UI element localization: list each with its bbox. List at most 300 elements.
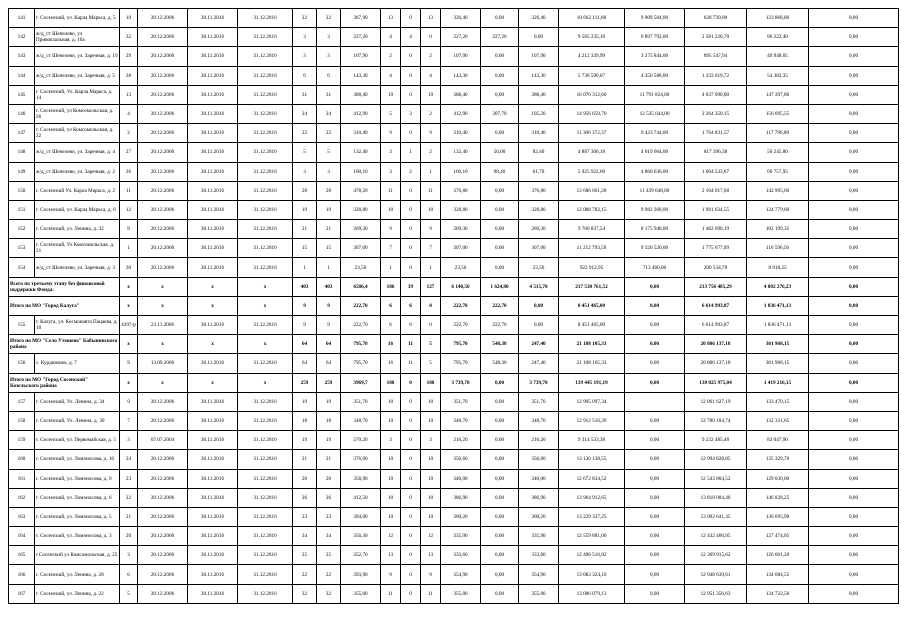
table-cell: 326,40 bbox=[519, 9, 559, 28]
table-cell: 1 775 677,09 bbox=[685, 239, 747, 258]
table-cell: 107,90 bbox=[341, 47, 381, 66]
table-cell: 20 bbox=[317, 469, 341, 488]
table-cell: 30.11.2016 bbox=[188, 28, 238, 47]
table-cell: 9 bbox=[381, 220, 401, 239]
table-cell: 143,30 bbox=[341, 66, 381, 85]
table-cell: 9 565 235,10 bbox=[559, 28, 625, 47]
table-row bbox=[9, 354, 899, 373]
row-number: 148 bbox=[9, 143, 35, 162]
table-cell: 0 bbox=[401, 181, 421, 200]
table-cell: 9 bbox=[421, 124, 441, 143]
table-cell: 10 bbox=[421, 450, 441, 469]
table-cell: 30.11.2016 bbox=[188, 9, 238, 28]
table-cell: 0,00 bbox=[809, 239, 899, 258]
table-cell: 31.12.2016 bbox=[238, 181, 293, 200]
table-cell: 20 806 137,18 bbox=[685, 354, 747, 373]
table-cell: 795,70 bbox=[441, 335, 481, 354]
table-cell: 13 092 641,35 bbox=[685, 507, 747, 526]
table-cell: 2 264 350,15 bbox=[685, 104, 747, 123]
table-cell: 30.11.2016 bbox=[188, 565, 238, 584]
table-cell: 0,00 bbox=[481, 373, 519, 392]
table-cell: 11 bbox=[401, 354, 421, 373]
table-cell: 13.09.2006 bbox=[138, 354, 188, 373]
table-cell: 310,40 bbox=[441, 124, 481, 143]
table-cell: 348,70 bbox=[519, 411, 559, 430]
table-cell: 0,00 bbox=[809, 85, 899, 104]
table-cell: 3 bbox=[317, 162, 341, 181]
table-cell: 0 bbox=[401, 220, 421, 239]
table-cell: 2 bbox=[421, 104, 441, 123]
table-cell: 10 bbox=[421, 469, 441, 488]
row-number: 155 bbox=[9, 316, 35, 335]
subtotal-row bbox=[9, 296, 899, 315]
table-cell: 412,50 bbox=[341, 488, 381, 507]
table-cell: 0,00 bbox=[481, 124, 519, 143]
table-cell: 10 662 111,80 bbox=[559, 9, 625, 28]
table-cell: 0 bbox=[401, 200, 421, 219]
table-cell: 2 bbox=[120, 124, 138, 143]
table-cell: 0,00 bbox=[809, 258, 899, 277]
table-cell: 3 bbox=[401, 104, 421, 123]
address-cell: г. Сосенский, ул. Ломоносова, д. 9 bbox=[35, 469, 120, 488]
table-cell: 19 bbox=[293, 200, 317, 219]
address-cell: г. Сосенский, ул. Ленина, д. 22 bbox=[35, 584, 120, 603]
table-cell: x bbox=[238, 296, 293, 315]
table-cell: 0,00 bbox=[481, 239, 519, 258]
table-cell: 31.12.2016 bbox=[238, 47, 293, 66]
table-cell: 12 535 644,00 bbox=[625, 104, 685, 123]
table-cell: 6 897 792,00 bbox=[625, 28, 685, 47]
address-cell: ж/д_ст Шепелево, ул. Заречная, д. 5 bbox=[35, 66, 120, 85]
table-cell: 30.11.2016 bbox=[188, 104, 238, 123]
table-cell: 31.12.2016 bbox=[238, 28, 293, 47]
table-cell: 8 bbox=[120, 220, 138, 239]
table-cell: 356,30 bbox=[341, 527, 381, 546]
table-cell: 32 bbox=[317, 584, 341, 603]
table-cell: 1 bbox=[120, 239, 138, 258]
table-cell: 10 bbox=[381, 507, 401, 526]
table-cell: 50 245,80 bbox=[747, 143, 809, 162]
table-cell: 10 bbox=[421, 200, 441, 219]
row-number: 154 bbox=[9, 258, 35, 277]
table-cell: 19 bbox=[293, 392, 317, 411]
table-cell: 11 bbox=[421, 181, 441, 200]
table-cell: 127 bbox=[421, 277, 441, 296]
table-row bbox=[9, 9, 899, 28]
table-row bbox=[9, 143, 899, 162]
table-cell: 12 496 516,82 bbox=[559, 546, 625, 565]
table-cell: 222,70 bbox=[481, 316, 519, 335]
table-cell: 20.12.2006 bbox=[138, 469, 188, 488]
table-cell: 222,70 bbox=[441, 296, 481, 315]
table-cell: 0,00 bbox=[625, 335, 685, 354]
table-cell: 1 981 634,55 bbox=[685, 200, 747, 219]
table-cell: 21 bbox=[120, 507, 138, 526]
table-cell: 146 828,25 bbox=[747, 488, 809, 507]
table-cell: 0 bbox=[401, 546, 421, 565]
table-cell: x bbox=[120, 373, 138, 392]
table-cell: 20.12.2006 bbox=[138, 66, 188, 85]
table-cell: 328,80 bbox=[519, 200, 559, 219]
table-cell: 129 030,00 bbox=[747, 469, 809, 488]
table-cell: 31.12.2016 bbox=[238, 584, 293, 603]
table-row bbox=[9, 162, 899, 181]
table-cell: 23.11.2006 bbox=[138, 316, 188, 335]
table-cell: 31 bbox=[317, 85, 341, 104]
table-cell: 1 836 471,13 bbox=[747, 296, 809, 315]
subtotal-row bbox=[9, 373, 899, 392]
table-cell: 0,00 bbox=[481, 431, 519, 450]
subtotal-label: Итого по МО "Село Утешево" Бабынинского района bbox=[9, 335, 120, 354]
table-cell: 30.11.2016 bbox=[188, 124, 238, 143]
table-cell: 0,00 bbox=[809, 316, 899, 335]
table-cell: 1 bbox=[381, 258, 401, 277]
table-cell: 19 bbox=[317, 431, 341, 450]
table-cell: x bbox=[120, 296, 138, 315]
table-cell: 22 bbox=[293, 124, 317, 143]
table-cell: 328,80 bbox=[341, 200, 381, 219]
table-cell: 12 994 828,85 bbox=[685, 450, 747, 469]
table-cell: 1 bbox=[317, 258, 341, 277]
table-cell: 134 722,50 bbox=[747, 584, 809, 603]
table-cell: x bbox=[188, 296, 238, 315]
table-cell: x bbox=[238, 373, 293, 392]
table-cell: 16 bbox=[381, 335, 401, 354]
table-cell: 9 bbox=[421, 220, 441, 239]
address-cell: г. Сосенский, ул. Карла Маркса, д. 6 bbox=[35, 200, 120, 219]
table-cell: 4 bbox=[381, 66, 401, 85]
table-cell: 30.11.2016 bbox=[188, 392, 238, 411]
table-cell: 24 bbox=[317, 104, 341, 123]
table-cell: 0,00 bbox=[481, 507, 519, 526]
table-cell: 34 bbox=[293, 527, 317, 546]
table-cell: 10 bbox=[381, 469, 401, 488]
table-cell: 227,20 bbox=[481, 28, 519, 47]
subtotal-row bbox=[9, 335, 899, 354]
table-cell: 12 088 782,15 bbox=[559, 200, 625, 219]
table-cell: 23,50 bbox=[441, 258, 481, 277]
table-cell: 548,30 bbox=[481, 335, 519, 354]
table-cell: 10 bbox=[381, 411, 401, 430]
table-cell: 123 868,80 bbox=[747, 9, 809, 28]
table-cell: 20.12.2006 bbox=[138, 47, 188, 66]
table-cell: 4 860 636,00 bbox=[625, 162, 685, 181]
table-cell: 156 695,55 bbox=[747, 104, 809, 123]
table-cell: 23,50 bbox=[341, 258, 381, 277]
table-cell: 12 bbox=[421, 527, 441, 546]
table-cell: 0,00 bbox=[809, 181, 899, 200]
row-number: 152 bbox=[9, 220, 35, 239]
table-cell: 1 bbox=[421, 162, 441, 181]
table-cell: 24 bbox=[293, 104, 317, 123]
table-cell: 310,40 bbox=[341, 124, 381, 143]
table-cell: 0,00 bbox=[481, 392, 519, 411]
table-cell: 16 076 312,60 bbox=[559, 85, 625, 104]
table-cell: 12 948 639,61 bbox=[685, 565, 747, 584]
address-cell: г. Сосенский, ул. Ломоносова, д. 3 bbox=[35, 527, 120, 546]
table-cell: 30.11.2016 bbox=[188, 316, 238, 335]
table-cell: 0,00 bbox=[625, 584, 685, 603]
table-cell: 310,40 bbox=[519, 124, 559, 143]
table-cell: 9 320 520,00 bbox=[625, 239, 685, 258]
table-cell: 222,70 bbox=[341, 296, 381, 315]
table-row bbox=[9, 411, 899, 430]
table-cell: 0 bbox=[401, 584, 421, 603]
subtotal-label: Итого по МО "Город Калуга" bbox=[9, 296, 120, 315]
table-cell: 13 bbox=[381, 9, 401, 28]
table-cell: x bbox=[188, 277, 238, 296]
table-cell: 1 bbox=[293, 258, 317, 277]
table-cell: 31.12.2016 bbox=[238, 124, 293, 143]
table-row bbox=[9, 392, 899, 411]
table-cell: 1 419 216,15 bbox=[747, 373, 809, 392]
table-cell: 20.12.2006 bbox=[138, 507, 188, 526]
table-cell: 23 bbox=[120, 469, 138, 488]
table-cell: 21 bbox=[317, 450, 341, 469]
table-cell: 393,90 bbox=[341, 565, 381, 584]
row-number: 150 bbox=[9, 181, 35, 200]
table-cell: 351,70 bbox=[441, 392, 481, 411]
table-cell: 13 bbox=[120, 85, 138, 104]
table-cell: 25 bbox=[293, 546, 317, 565]
table-cell: 4 887 306,18 bbox=[559, 143, 625, 162]
table-cell: 713 460,00 bbox=[625, 258, 685, 277]
table-cell: 124 779,60 bbox=[747, 200, 809, 219]
table-cell: 20.12.2006 bbox=[138, 181, 188, 200]
table-cell: 21 bbox=[293, 220, 317, 239]
table-cell: 1 004 533,67 bbox=[685, 162, 747, 181]
table-cell: 3 bbox=[120, 431, 138, 450]
table-cell: 1 624,80 bbox=[481, 277, 519, 296]
table-cell: 9 232 485,48 bbox=[685, 431, 747, 450]
table-cell: 60 757,95 bbox=[747, 162, 809, 181]
table-cell: 3 bbox=[317, 28, 341, 47]
table-row bbox=[9, 47, 899, 66]
table-cell: 6 bbox=[381, 316, 401, 335]
table-cell: 4 bbox=[120, 104, 138, 123]
table-cell: 64 bbox=[293, 335, 317, 354]
table-cell: 61,70 bbox=[519, 162, 559, 181]
table-cell: 14 956 659,70 bbox=[559, 104, 625, 123]
table-cell: 335,90 bbox=[519, 527, 559, 546]
table-cell: 20.12.2006 bbox=[138, 527, 188, 546]
table-cell: 0,00 bbox=[809, 411, 899, 430]
table-cell: 3 739,70 bbox=[441, 373, 481, 392]
table-cell: 31.12.2016 bbox=[238, 9, 293, 28]
table-cell: 0,00 bbox=[809, 354, 899, 373]
table-cell: 0,00 bbox=[519, 316, 559, 335]
table-cell: 15 bbox=[293, 239, 317, 258]
row-number: 141 bbox=[9, 9, 35, 28]
table-cell: 348,70 bbox=[441, 411, 481, 430]
table-cell: 6586,4 bbox=[341, 277, 381, 296]
table-cell: 31.12.2016 bbox=[238, 220, 293, 239]
table-cell: 31.12.2016 bbox=[238, 469, 293, 488]
table-cell: 147 397,80 bbox=[747, 85, 809, 104]
table-cell: 0,00 bbox=[481, 488, 519, 507]
table-cell: 133 470,15 bbox=[747, 392, 809, 411]
table-cell: 29 bbox=[120, 47, 138, 66]
table-cell: 0,00 bbox=[809, 373, 899, 392]
table-cell: 2 bbox=[421, 143, 441, 162]
row-number: 149 bbox=[9, 162, 35, 181]
table-cell: 12 432 406,95 bbox=[685, 527, 747, 546]
table-cell: 21 108 105,33 bbox=[559, 354, 625, 373]
table-cell: 3 bbox=[293, 28, 317, 47]
table-cell: 4 212 339,99 bbox=[559, 47, 625, 66]
table-row bbox=[9, 527, 899, 546]
table-row bbox=[9, 565, 899, 584]
table-row bbox=[9, 104, 899, 123]
table-cell: 3969,7 bbox=[341, 373, 381, 392]
table-cell: 21 bbox=[293, 450, 317, 469]
table-cell: 1 bbox=[421, 258, 441, 277]
table-cell: 12 bbox=[120, 200, 138, 219]
table-cell: 0,00 bbox=[481, 565, 519, 584]
table-cell: 0,00 bbox=[481, 258, 519, 277]
table-cell: 20.12.2006 bbox=[138, 143, 188, 162]
table-cell: 0,00 bbox=[481, 85, 519, 104]
table-cell: 31.12.2016 bbox=[238, 507, 293, 526]
table-cell: 30.11.2016 bbox=[188, 181, 238, 200]
row-number: 159 bbox=[9, 431, 35, 450]
table-cell: 86 222,40 bbox=[747, 28, 809, 47]
table-cell: 0,00 bbox=[809, 220, 899, 239]
table-cell: 0,00 bbox=[481, 220, 519, 239]
table-cell: 30.11.2016 bbox=[188, 469, 238, 488]
row-number: 143 bbox=[9, 47, 35, 66]
table-cell: 4 bbox=[401, 28, 421, 47]
table-cell: 307,00 bbox=[519, 239, 559, 258]
table-cell: 13 229 337,25 bbox=[559, 507, 625, 526]
table-cell: 21 bbox=[317, 220, 341, 239]
address-cell: ж/д_ст Шепелево, ул Привокзальная, д. 10а bbox=[35, 28, 120, 47]
table-cell: 3 739,70 bbox=[519, 373, 559, 392]
table-cell: 12 369 915,62 bbox=[685, 546, 747, 565]
table-cell: 160,10 bbox=[341, 162, 381, 181]
table-cell: 10 bbox=[421, 488, 441, 507]
row-number: 147 bbox=[9, 124, 35, 143]
table-cell: 16 bbox=[381, 354, 401, 373]
table-cell: 13 086 079,13 bbox=[559, 584, 625, 603]
row-number: 158 bbox=[9, 411, 35, 430]
table-cell: 351,70 bbox=[341, 392, 381, 411]
subtotal-row bbox=[9, 277, 899, 296]
table-cell: 340,00 bbox=[441, 469, 481, 488]
table-cell: 355,00 bbox=[519, 584, 559, 603]
address-cell: г. Сосенский, ул. Ломоносова, д. 5 bbox=[35, 507, 120, 526]
row-number: 161 bbox=[9, 469, 35, 488]
table-cell: 31.12.2016 bbox=[238, 316, 293, 335]
table-cell: 1 836 471,13 bbox=[747, 316, 809, 335]
table-cell: 30.11.2016 bbox=[188, 584, 238, 603]
table-cell: 386,90 bbox=[441, 488, 481, 507]
table-cell: 2 581 220,70 bbox=[685, 28, 747, 47]
table-row bbox=[9, 66, 899, 85]
address-cell: г. Сосенский, Ул. Ленина, д. 30 bbox=[35, 411, 120, 430]
table-cell: 20.12.2006 bbox=[138, 258, 188, 277]
table-cell: 0,00 bbox=[809, 546, 899, 565]
address-cell: ж/д_ст Шепелево, ул. Заречная, д. 19 bbox=[35, 47, 120, 66]
address-cell: г. Сосенский Ул. Карла Маркса, д. 2 bbox=[35, 181, 120, 200]
table-cell: 28 bbox=[120, 66, 138, 85]
table-cell: 1 482 690,19 bbox=[685, 220, 747, 239]
table-cell: 0,00 bbox=[809, 47, 899, 66]
table-cell: 0,00 bbox=[625, 450, 685, 469]
table-cell: 0 bbox=[401, 450, 421, 469]
row-number: 157 bbox=[9, 392, 35, 411]
table-cell: 0 bbox=[401, 47, 421, 66]
table-cell: 0,00 bbox=[481, 200, 519, 219]
table-cell: 31.12.2016 bbox=[238, 565, 293, 584]
table-cell: 9 bbox=[317, 316, 341, 335]
table-cell: 64 bbox=[293, 354, 317, 373]
table-cell: x bbox=[188, 373, 238, 392]
table-cell: 355,00 bbox=[341, 584, 381, 603]
table-cell: 20.12.2006 bbox=[138, 450, 188, 469]
table-cell: 13 083 324,16 bbox=[559, 565, 625, 584]
table-cell: 82 047,90 bbox=[747, 431, 809, 450]
table-row bbox=[9, 546, 899, 565]
table-cell: 0,00 bbox=[481, 546, 519, 565]
table-cell: 32 bbox=[293, 584, 317, 603]
table-cell: 22 bbox=[293, 9, 317, 28]
table-cell: 28 bbox=[293, 181, 317, 200]
row-number: 165 bbox=[9, 546, 35, 565]
table-cell: 0,00 bbox=[481, 66, 519, 85]
table-cell: 10 bbox=[381, 85, 401, 104]
table-cell: 10 bbox=[421, 392, 441, 411]
table-cell: 20.12.2006 bbox=[138, 28, 188, 47]
row-number: 151 bbox=[9, 200, 35, 219]
table-cell: 139 445 191,19 bbox=[559, 373, 625, 392]
table-cell: 6 140,50 bbox=[441, 277, 481, 296]
table-cell: 19 bbox=[293, 431, 317, 450]
table-cell: 20.12.2006 bbox=[138, 200, 188, 219]
table-cell: 5 925 922,60 bbox=[559, 162, 625, 181]
table-cell: 5 bbox=[120, 584, 138, 603]
table-cell: 0,00 bbox=[809, 469, 899, 488]
table-cell: 108 bbox=[381, 373, 401, 392]
table-cell: 27 bbox=[120, 143, 138, 162]
table-cell: 301 968,15 bbox=[747, 354, 809, 373]
table-cell: 6 bbox=[381, 296, 401, 315]
table-cell: 20.12.2006 bbox=[138, 124, 188, 143]
table-cell: 259 bbox=[317, 373, 341, 392]
table-cell: 386,90 bbox=[519, 488, 559, 507]
address-cell: ж/д_ст Шепелево, ул. Заречная, д. 4 bbox=[35, 143, 120, 162]
table-cell: 23,50 bbox=[519, 258, 559, 277]
table-cell: 31.12.2016 bbox=[238, 85, 293, 104]
table-cell: 30.11.2016 bbox=[188, 527, 238, 546]
table-cell: 50,00 bbox=[481, 143, 519, 162]
table-cell: x bbox=[238, 335, 293, 354]
table-cell: 82,40 bbox=[519, 143, 559, 162]
table-row bbox=[9, 450, 899, 469]
table-cell: 10 bbox=[421, 507, 441, 526]
table-cell: 0,00 bbox=[809, 104, 899, 123]
table-cell: 7 bbox=[120, 411, 138, 430]
table-cell: 9 982 368,00 bbox=[625, 200, 685, 219]
table-cell: 213 756 485,29 bbox=[685, 277, 747, 296]
table-cell: 0,00 bbox=[809, 296, 899, 315]
table-row bbox=[9, 316, 899, 335]
table-cell: 31.12.2016 bbox=[238, 450, 293, 469]
table-cell: 0,00 bbox=[809, 277, 899, 296]
table-cell: 31.12.2016 bbox=[238, 104, 293, 123]
table-cell: 0,00 bbox=[809, 584, 899, 603]
table-cell: 0,00 bbox=[481, 450, 519, 469]
